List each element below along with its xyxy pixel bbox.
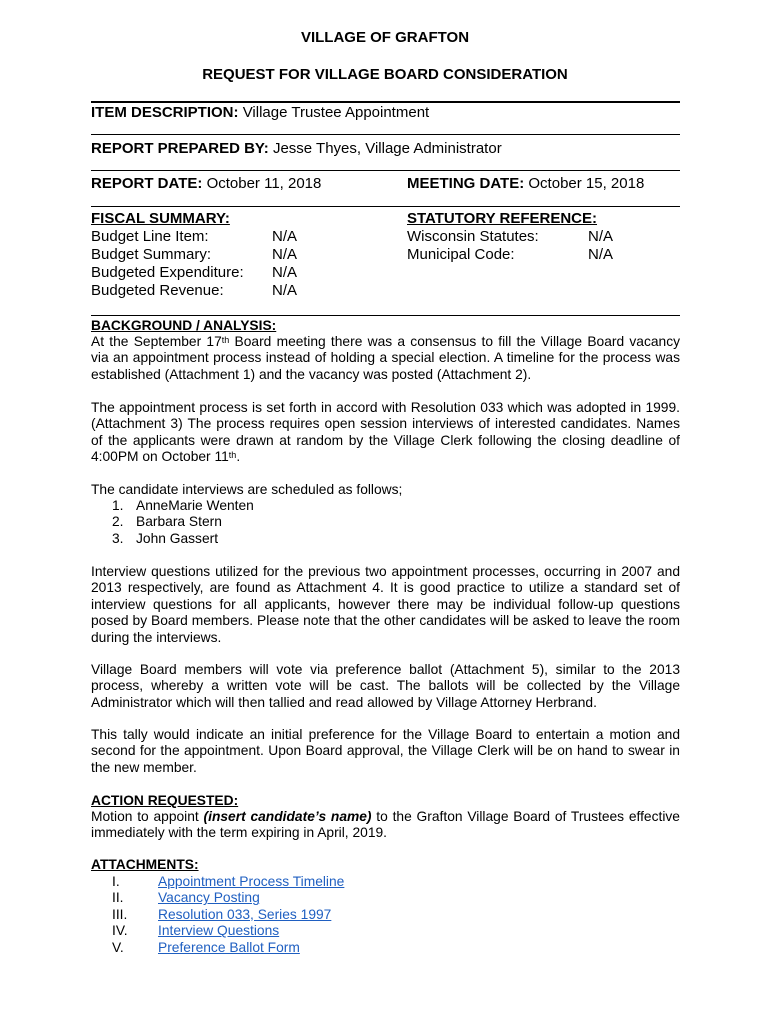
fiscal-row-value: N/A xyxy=(272,264,298,281)
report-prepared-by-label: REPORT PREPARED BY: xyxy=(91,140,269,157)
background-paragraph: Interview questions utilized for the previous two appointment processes, occurring in 2007 and 2013 respectively, are found as Attachment 4. It is good practice to utilize a standard set of interview questions for all applicants, however there may be individual follow-up questions posed by Board members. Please note that the other candidates will be asked to leave the room during the interviews. xyxy=(91,564,680,645)
list-item: I. Appointment Process Timeline xyxy=(112,874,345,889)
fiscal-row-value: N/A xyxy=(272,246,298,263)
list-item: II. Vacancy Posting xyxy=(112,890,260,906)
candidate-list xyxy=(112,498,254,547)
background-heading: BACKGROUND / ANALYSIS: xyxy=(91,318,277,333)
item-description-label: ITEM DESCRIPTION: xyxy=(91,104,239,121)
background-paragraph: The appointment process is set forth in accord with Resolution 033 which was adopted in 1999. (Attachment 3) The process requires open session interviews of interested candidates. Names of the applicants were drawn at random by the Village Clerk following the closing deadline of 4:00PM on October 11th. xyxy=(91,400,680,465)
divider xyxy=(91,134,680,135)
action-heading: ACTION REQUESTED: xyxy=(91,793,239,808)
list-item: 3. John Gassert xyxy=(112,530,219,546)
fiscal-row-label: Budget Line Item: xyxy=(91,228,209,245)
list-item: 1. AnneMarie Wenten xyxy=(112,498,254,513)
attachment-list xyxy=(112,874,344,956)
org-title: VILLAGE OF GRAFTON xyxy=(300,29,470,46)
action-text: Motion to appoint (insert candidate’s name) to the Grafton Village Board of Trustees effective immediately with the term expiring in April, 2019. xyxy=(91,809,680,841)
list-item: III. Resolution 033, Series 1997 xyxy=(112,906,332,922)
list-item: V. Preference Ballot Form xyxy=(112,939,300,955)
fiscal-row-label: Budgeted Revenue: xyxy=(91,282,224,299)
background-paragraph: At the September 17th Board meeting there was a consensus to fill the Village Board vacancy via an appointment process instead of holding a special election. A timeline for the process was established (Attachment 1) and the vacancy was posted (Attachment 2). xyxy=(91,334,680,382)
fiscal-row xyxy=(91,282,298,300)
attachments-heading: ATTACHMENTS: xyxy=(91,857,199,872)
statute-row-value: N/A xyxy=(588,246,614,263)
statutory-reference xyxy=(407,210,614,264)
fiscal-row xyxy=(91,228,298,246)
report-date-value: October 11, 2018 xyxy=(206,175,322,192)
statute-row-label: Municipal Code: xyxy=(407,246,515,263)
fiscal-row-label: Budgeted Expenditure: xyxy=(91,264,244,281)
statute-row-value: N/A xyxy=(588,228,614,245)
item-description-value: Village Trustee Appointment xyxy=(242,104,430,121)
report-prepared-by xyxy=(91,140,502,157)
item-description xyxy=(91,104,429,121)
meeting-date xyxy=(407,175,644,192)
background-paragraph: The candidate interviews are scheduled as follows; xyxy=(91,482,403,497)
statutory-reference-heading: STATUTORY REFERENCE: xyxy=(407,210,598,227)
fiscal-row-value: N/A xyxy=(272,282,298,299)
divider xyxy=(91,101,680,103)
statute-row xyxy=(407,228,614,246)
meeting-date-label: MEETING DATE: xyxy=(407,175,525,192)
attachment-link[interactable]: Resolution 033, Series 1997 xyxy=(158,906,332,922)
divider xyxy=(91,170,680,171)
report-prepared-by-value: Jesse Thyes, Village Administrator xyxy=(272,140,502,157)
attachment-link[interactable]: Interview Questions xyxy=(158,923,280,939)
list-item: IV. Interview Questions xyxy=(112,923,280,939)
fiscal-row-label: Budget Summary: xyxy=(91,246,212,263)
list-item: 2. Barbara Stern xyxy=(112,514,222,530)
attachment-link[interactable]: Appointment Process Timeline xyxy=(158,874,345,889)
form-title: REQUEST FOR VILLAGE BOARD CONSIDERATION xyxy=(202,66,568,83)
meeting-date-value: October 15, 2018 xyxy=(528,175,645,192)
background-paragraph: This tally would indicate an initial preference for the Village Board to entertain a motion and second for the appointment. Upon Board approval, the Village Clerk will be on hand to swear in the new member. xyxy=(91,727,680,775)
attachment-link[interactable]: Preference Ballot Form xyxy=(158,939,300,955)
fiscal-row-value: N/A xyxy=(272,228,298,245)
fiscal-row xyxy=(91,246,298,264)
attachment-link[interactable]: Vacancy Posting xyxy=(158,890,260,906)
report-date xyxy=(91,175,321,192)
report-date-label: REPORT DATE: xyxy=(91,175,203,192)
fiscal-row xyxy=(91,264,298,282)
fiscal-summary xyxy=(91,210,298,300)
divider xyxy=(91,206,680,207)
statute-row-label: Wisconsin Statutes: xyxy=(407,228,539,245)
background-paragraph: Village Board members will vote via preference ballot (Attachment 5), similar to the 2013 process, whereby a written vote will be cast. The ballots will be collected by the Village Administrator which will then tallied and read allowed by Village Attorney Herbrand. xyxy=(91,662,680,710)
statute-row xyxy=(407,246,614,264)
divider xyxy=(91,315,680,316)
fiscal-summary-heading: FISCAL SUMMARY: xyxy=(91,210,230,227)
